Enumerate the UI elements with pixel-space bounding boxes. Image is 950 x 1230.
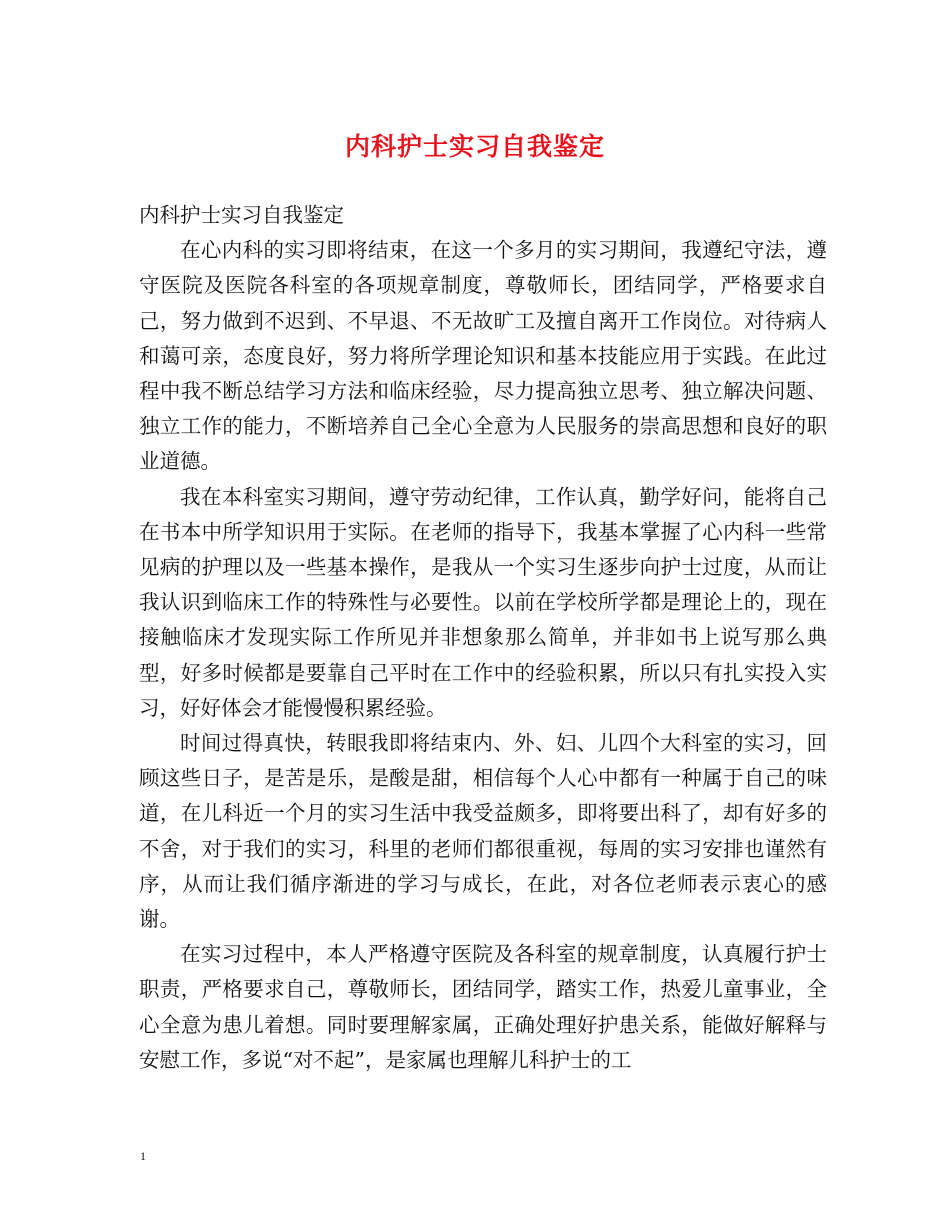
document-subtitle: 内科护士实习自我鉴定: [139, 203, 344, 227]
document-title: 内科护士实习自我鉴定: [344, 132, 605, 161]
paragraph-2: 我在本科室实习期间，遵守劳动纪律，工作认真，勤学好问，能将自己在书本中所学知识用于实际。在老师的指导下，我基本掌握了心内科一些常见病的护理以及一些基本操作，是我从一个实习生逐步向护士过度，从而让我认识到临床工作的特殊性与必要性。以前在学校所学都是理论上的，现在接触临床才发现实际工作所见并非想象那么简单，并非如书上说写那么典型，好多时候都是要靠自己平时在工作中的经验积累，所以只有扎实投入实习，好好体会才能慢慢积累经验。: [139, 484, 827, 720]
page-number: 1: [140, 1149, 146, 1163]
paragraph-1: 在心内科的实习即将结束，在这一个多月的实习期间，我遵纪守法，遵守医院及医院各科室的各项规章制度，尊敬师长，团结同学，严格要求自己，努力做到不迟到、不早退、不无故旷工及擅自离开工作岗位。对待病人和蔼可亲，态度良好，努力将所学理论知识和基本技能应用于实践。在此过程中我不断总结学习方法和临床经验，尽力提高独立思考、独立解决问题、独立工作的能力，不断培养自己全心全意为人民服务的崇高思想和良好的职业道德。: [139, 238, 827, 474]
paragraph-3: 时间过得真快，转眼我即将结束内、外、妇、儿四个大科室的实习，回顾这些日子，是苦是乐，是酸是甜，相信每个人心中都有一种属于自己的味道，在儿科近一个月的实习生活中我受益颇多，即将要出科了，却有好多的不舍，对于我们的实习，科里的老师们都很重视，每周的实习安排也谨然有序，从而让我们循序渐进的学习与成长，在此，对各位老师表示衷心的感谢。: [139, 731, 827, 932]
paragraph-4: 在实习过程中，本人严格遵守医院及各科室的规章制度，认真履行护士职责，严格要求自己，尊敬师长，团结同学，踏实工作，热爱儿童事业，全心全意为患儿着想。同时要理解家属，正确处理好护患关系，能做好解释与安慰工作，多说“对不起”，是家属也理解儿科护士的工: [139, 942, 827, 1072]
document-body: [139, 198, 827, 1078]
